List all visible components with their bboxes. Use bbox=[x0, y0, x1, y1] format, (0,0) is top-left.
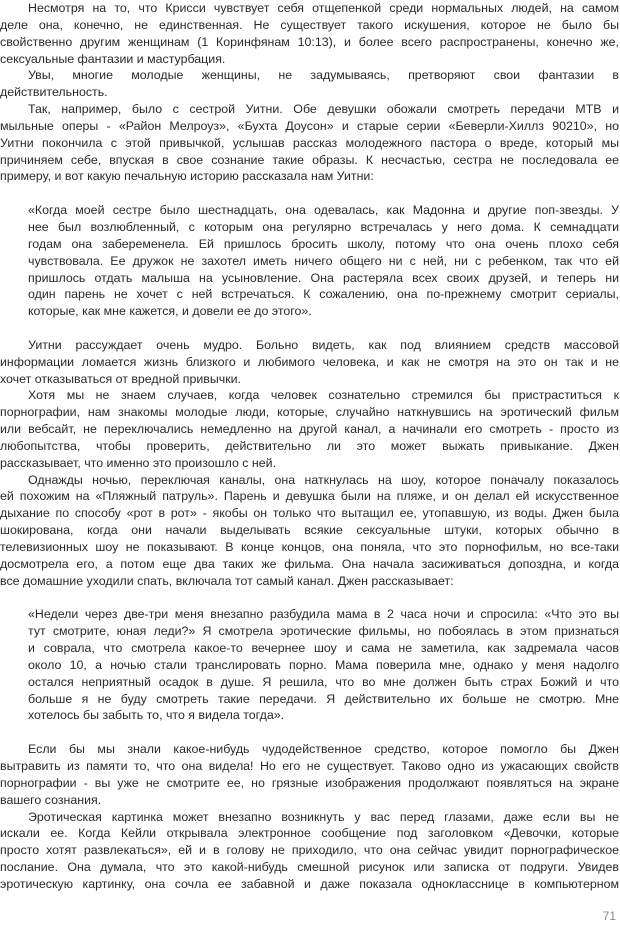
text-line: рассказывает, что именно это произошло с ней. bbox=[0, 455, 277, 470]
text-line: порнографии - вы уже не смотрите ее, но грязные изображения продолжают появляться на экране bbox=[0, 775, 619, 790]
text-line: Если бы мы знали какое-нибудь чудодейственное средство, которое помогло бы Джен bbox=[28, 742, 619, 757]
paragraph bbox=[0, 337, 619, 388]
text-line: дыхание по способу «рот в рот» - якобы он только что вытащил ее, утопавшую, из воды. Джен была bbox=[0, 506, 619, 521]
text-line: действительность. bbox=[0, 85, 108, 100]
text-line: телевизионных шоу не показывают. В конце концов, она поняла, что это порнофильм, но все-таки bbox=[0, 540, 619, 554]
text-line: примеру, и вот какую печальную историю рассказала нам Уитни: bbox=[0, 169, 374, 184]
text-line: порнографии, нам знакомы молодые люди, которые, случайно наткнувшись на эротический фильм bbox=[0, 405, 619, 420]
text-line: причиняем себе, впуская в свое сознание такие образы. К несчастью, сестра не последовала ее bbox=[0, 152, 619, 167]
text-line: которые, как мне кажется, и довели ее до этого». bbox=[28, 304, 312, 319]
text-line: эротическую картинку, она сочла ее забавной и даже показала однокласснице в компьютерном bbox=[0, 876, 619, 891]
text-line: все домашние уходили спать, включала тот самый канал. Джен рассказывает: bbox=[0, 573, 454, 588]
text-line: или вебсайт, не переключались немедленно на другой канал, а начинали его смотреть - просто из bbox=[0, 422, 619, 437]
paragraph-spacer bbox=[0, 320, 619, 337]
text-line: и соврала, что смотрела какое-то вечернее шоу и сама не заметила, как задремала часов bbox=[28, 641, 619, 656]
text-line: искали ее. Когда Кейли открывала электронное сообщение под заголовком «Девочки, которые bbox=[0, 826, 619, 841]
text-line: нее был возлюбленный, с которым она регулярно встречалась у него дома. К семнадцати bbox=[28, 219, 619, 234]
text-line: Так, например, было с сестрой Уитни. Обе девушки обожали смотреть передачи МТВ и bbox=[28, 102, 619, 117]
text-line: послание. Она думала, что это какой-нибудь смешной рисунок или записка от подруги. Увидев bbox=[0, 860, 619, 875]
text-line: чувствовала. Ее дружок не захотел иметь ничего общего ни с ней, ни с ребенком, так что ей bbox=[28, 253, 619, 268]
text-line: один парень не хочет с ней встречаться. К сожалению, она по-прежнему смотрит сериалы, bbox=[28, 287, 619, 302]
text-line: свойственно другим женщинам (1 Коринфянам 10:13), и более всего распространены, конечно же, bbox=[0, 34, 619, 49]
text-line: больше я не буду смотреть такие передачи. Я действительно их больше не смотрю. Мне bbox=[28, 691, 619, 706]
paragraph bbox=[0, 472, 619, 590]
paragraph bbox=[0, 387, 619, 471]
text-line: мыльные оперы - «Район Мелроуз», «Бухта Доусон» и старые серии «Беверли-Хиллз 90210», но bbox=[0, 118, 619, 133]
text-line: Однажды ночью, переключая каналы, она наткнулась на шоу, которое поначалу показалось bbox=[28, 472, 619, 487]
text-line: вашего сознания. bbox=[0, 792, 102, 807]
text-line: Несмотря на то, что Крисси чувствует себя отщепенкой среди нормальных людей, на самом bbox=[28, 1, 619, 15]
text-line: «Когда моей сестре было шестнадцать, она одевалась, как Мадонна и другие поп-звезды. У bbox=[28, 203, 619, 218]
text-line: шокирована, когда они начали выделывать всякие сексуальные штуки, которых обычно в bbox=[0, 523, 619, 538]
block-quote bbox=[0, 606, 619, 724]
paragraph bbox=[0, 67, 619, 101]
text-line: деле она, конечно, не единственная. Не существует такого искушения, которое не было бы bbox=[0, 17, 619, 32]
text-line: просто хотят развлекаться», ей и в голову не приходило, что она сейчас увидит порнографическое bbox=[0, 843, 619, 858]
paragraph bbox=[0, 741, 619, 808]
text-line: досмотрела его, а потом еще два таких же фильма. Она начала засиживаться допоздна, и когда bbox=[0, 556, 619, 571]
text-line: Эротическая картинка может внезапно возникнуть у вас перед глазами, даже если вы не bbox=[28, 809, 619, 824]
text-line: Уитни покончила с этой привычкой, услышав рассказ молодежного пастора о вреде, который мы bbox=[0, 135, 619, 150]
text-line: вытравить из памяти то, что она видела! Но его не существует. Таково одно из ужасающих свойств bbox=[0, 758, 619, 773]
text-line: Увы, многие молодые женщины, не задумываясь, претворяют свои фантазии в bbox=[28, 68, 619, 83]
paragraph bbox=[0, 809, 619, 893]
text-line: «Недели через две-три меня внезапно разбудила мама в 2 часа ночи и спросила: «Что это вы bbox=[28, 607, 619, 622]
paragraph bbox=[0, 0, 619, 67]
text-line: около 10, а ночью стали транслировать порно. Мама поверила мне, однако у меня надолго bbox=[28, 657, 619, 672]
paragraph-spacer bbox=[0, 185, 619, 202]
block-quote bbox=[0, 202, 619, 320]
paragraph bbox=[0, 101, 619, 185]
paragraph-spacer bbox=[0, 590, 619, 607]
text-line: годам она забеременела. Ей пришлось бросить школу, потому что она очень плохо себя bbox=[28, 236, 619, 251]
text-line: Хотя мы не знаем случаев, когда человек сознательно стремился бы пристраститься к bbox=[28, 388, 619, 403]
paragraph-spacer bbox=[0, 724, 619, 741]
text-line: информации ломается жизнь близкого и любимого человека, и как не смотря на это он так и не bbox=[0, 354, 619, 369]
text-line: остался неприятный осадок в душе. Я решила, что во мне должен быть страх Божий и что bbox=[28, 674, 619, 689]
text-line: хотелось бы забыть то, что я видела тогда». bbox=[28, 708, 285, 723]
page-number: 71 bbox=[602, 909, 616, 923]
text-line: сексуальные фантазии и мастурбация. bbox=[0, 51, 226, 66]
text-line: хочет отказываться от вредной привычки. bbox=[0, 371, 241, 386]
text-line: пришлось отдать малыша на усыновление. Она растеряла всех своих друзей, и теперь ни bbox=[28, 270, 619, 285]
text-line: тут смотрите, юная леди?» Я смотрела эротические фильмы, но побоялась в этом признаться bbox=[28, 624, 619, 639]
text-line: Уитни рассуждает очень мудро. Больно видеть, как под влиянием средств массовой bbox=[28, 337, 619, 352]
text-line: ей похожим на «Пляжный патруль». Парень и девушка были на пляже, и он делал ей искусственное bbox=[0, 489, 619, 504]
text-line: любопытства, чтобы проверить, действительно ли это может выжать привыкание. Джен bbox=[0, 438, 619, 453]
